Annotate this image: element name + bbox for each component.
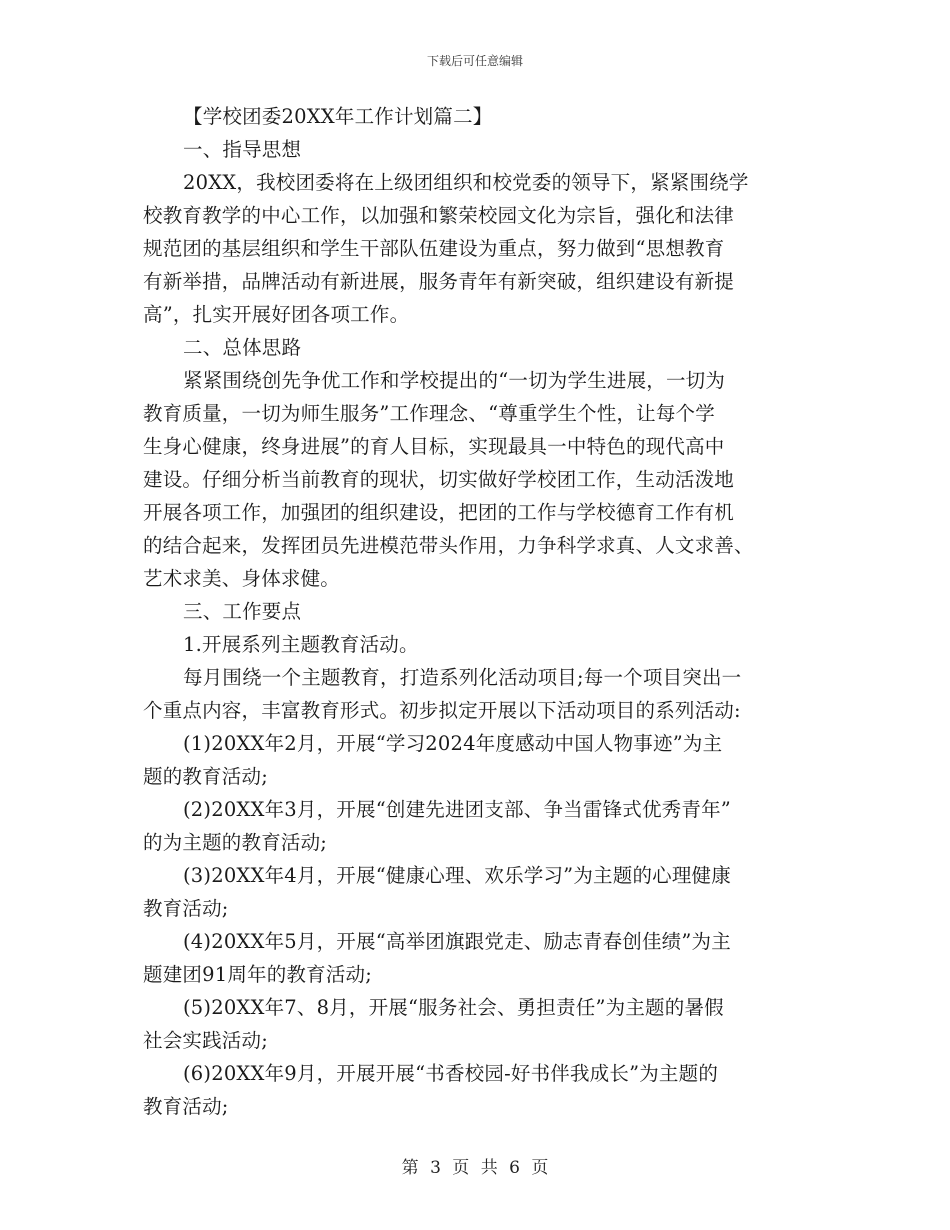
text-line: (6)20XX年9月，开展开展“书香校园-好书伴我成长”为主题的 [183,1062,719,1085]
text-line: 1.开展系列主题教育活动。 [183,633,419,656]
footer-middle: 页 [452,1158,470,1178]
text-line: (4)20XX年5月，开展“高举团旗跟党走、励志青春创佳绩”为主 [183,930,731,953]
footer-total-pages: 6 [509,1158,520,1178]
text-line: 紧紧围绕创先争优工作和学校提出的“一切为学生进展，一切为 [183,369,726,392]
footer-total-prefix: 共 [480,1158,498,1178]
page-footer [0,1153,950,1178]
text-line: 开展各项工作，加强团的组织建设，把团的工作与学校德育工作有机 [143,501,735,524]
document-body [143,100,813,1123]
footer-current-page: 3 [430,1158,441,1178]
text-line: 题的教育活动; [143,765,268,788]
text-line: 二、总体思路 [183,336,302,359]
text-line: 艺术求美、身体求健。 [143,567,341,590]
text-line: 一、指导思想 [183,138,302,161]
footer-prefix: 第 [401,1158,419,1178]
text-line: 有新举措，品牌活动有新进展，服务青年有新突破，组织建设有新提 [143,270,735,293]
text-line: (2)20XX年3月，开展“创建先进团支部、争当雷锋式优秀青年” [183,798,731,821]
text-line: 三、工作要点 [183,600,302,623]
text-line: 建设。仔细分析当前教育的现状，切实做好学校团工作，生动活泼地 [143,468,735,491]
text-line: 教育活动; [143,897,229,920]
text-line: 规范团的基层组织和学生干部队伍建设为重点，努力做到“思想教育 [143,237,725,260]
text-line: 高”，扎实开展好团各项工作。 [143,303,410,326]
text-line: 的为主题的教育活动; [143,831,328,854]
footer-suffix: 页 [531,1158,549,1178]
text-line: 的结合起来，发挥团员先进模范带头作用，力争科学求真、人文求善、 [143,534,754,557]
header-note: 下载后可任意编辑 [426,54,523,68]
text-line: 20XX，我校团委将在上级团组织和校党委的领导下，紧紧围绕学 [183,171,749,194]
text-line: 题建团91周年的教育活动; [143,963,372,986]
text-line: (5)20XX年7、8月，开展“服务社会、勇担责任”为主题的暑假 [183,996,724,1019]
text-line: 生身心健康，终身进展”的育人目标，实现最具一中特色的现代高中 [143,435,725,458]
text-line: (1)20XX年2月，开展“学习2024年度感动中国人物事迹”为主 [183,732,723,755]
text-line: 教育活动; [143,1095,229,1118]
text-line: 个重点内容，丰富教育形式。初步拟定开展以下活动项目的系列活动: [143,699,741,722]
text-line: 校教育教学的中心工作，以加强和繁荣校园文化为宗旨，强化和法律 [143,204,735,227]
text-line: 每月围绕一个主题教育，打造系列化活动项目;每一个项目突出一 [183,666,742,689]
text-line: 【学校团委20XX年工作计划篇二】 [183,105,493,128]
text-line: 社会实践活动; [143,1029,268,1052]
text-line: (3)20XX年4月，开展“健康心理、欢乐学习”为主题的心理健康 [183,864,731,887]
text-line: 教育质量，一切为师生服务”工作理念、“尊重学生个性，让每个学 [143,402,715,425]
